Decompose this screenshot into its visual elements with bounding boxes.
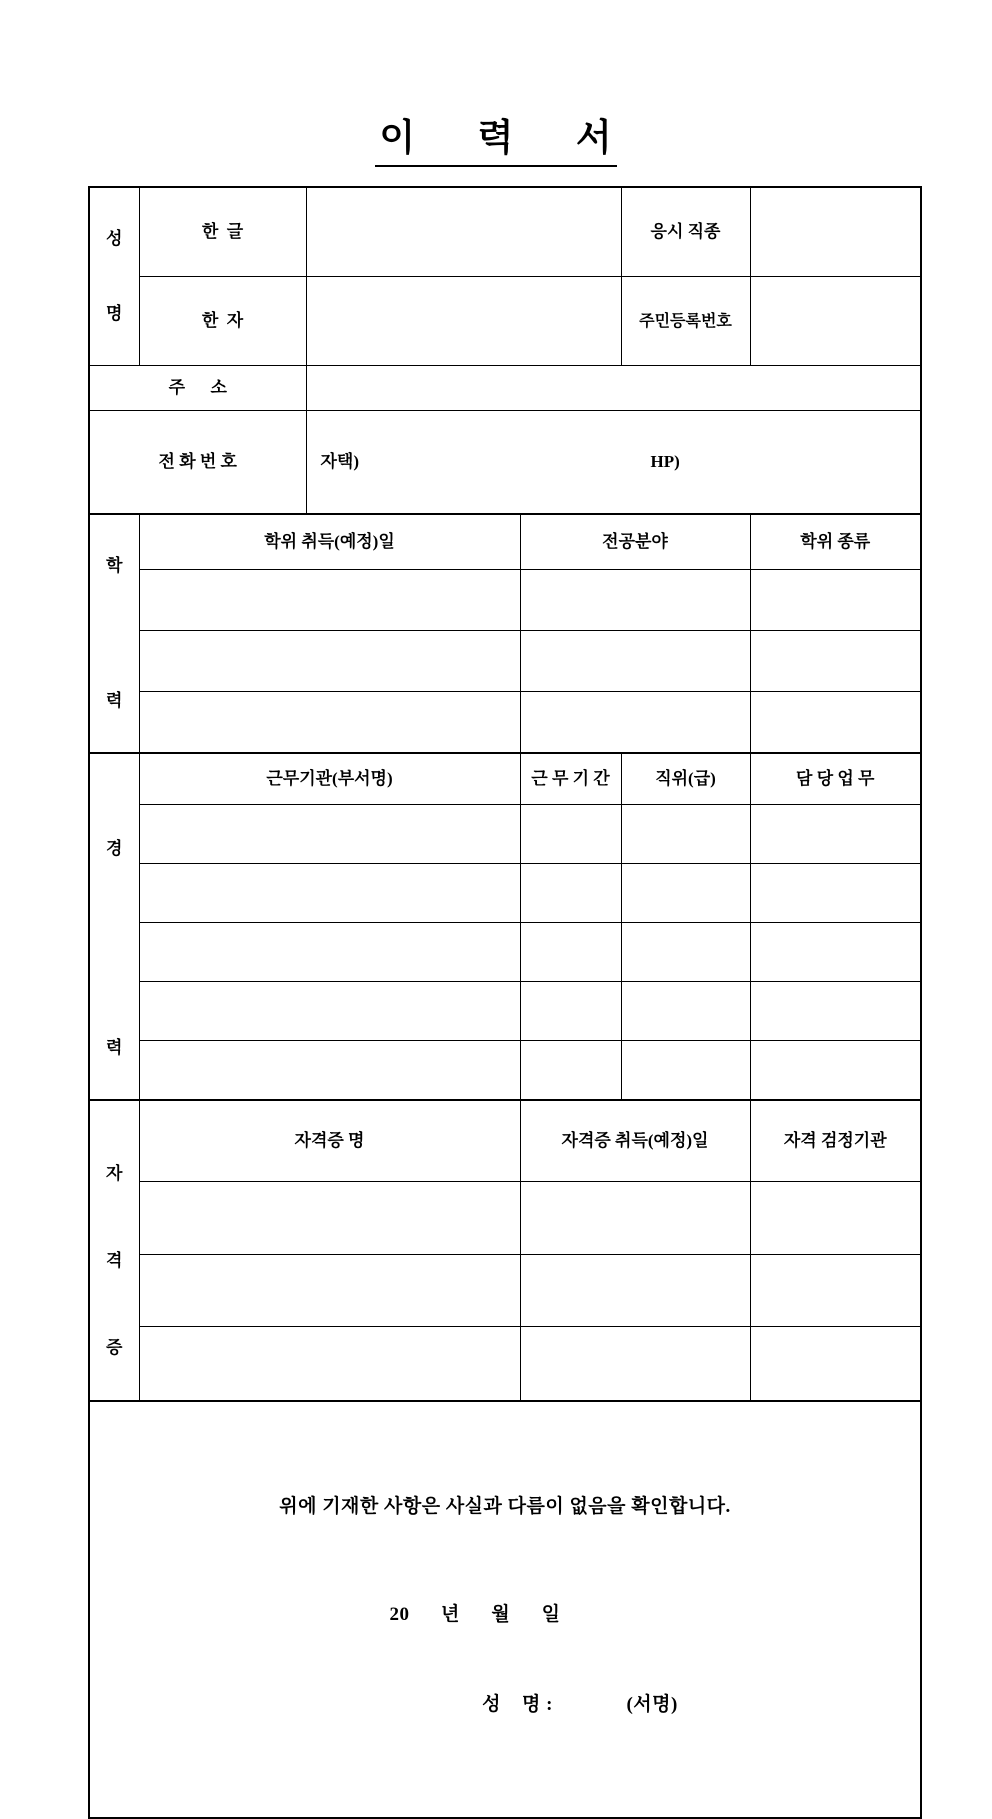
resident-number-label: 주민등록번호 — [621, 277, 750, 366]
career-cell-4-0[interactable] — [139, 1041, 520, 1101]
row-education-header — [89, 514, 921, 569]
career-cell-1-2[interactable] — [621, 863, 750, 922]
table-row — [89, 1041, 921, 1101]
address-label: 주 소 — [89, 366, 306, 411]
document-title-wrap — [0, 118, 992, 167]
table-row — [89, 691, 921, 753]
table-row — [89, 922, 921, 981]
table-row — [89, 1327, 921, 1401]
career-cell-3-3[interactable] — [750, 982, 921, 1041]
education-cell-2-1[interactable] — [520, 691, 750, 753]
page-title: 이 력 서 — [375, 118, 616, 167]
row-career-header — [89, 753, 921, 804]
name-korean-label: 한 글 — [139, 187, 306, 277]
education-cell-1-1[interactable] — [520, 630, 750, 691]
certificate-cell-0-0[interactable] — [139, 1182, 520, 1255]
address-value[interactable] — [306, 366, 921, 411]
career-cell-0-1[interactable] — [520, 804, 621, 863]
certificate-label-char-1: 자 — [106, 1164, 123, 1184]
career-label-char-1: 경 — [106, 838, 123, 858]
name-label-char-2: 명 — [106, 303, 123, 323]
row-declaration — [89, 1401, 921, 1819]
certificate-header-1: 자격증 취득(예정)일 — [520, 1100, 750, 1181]
table-row — [89, 804, 921, 863]
phone-mobile-label: HP) — [650, 451, 680, 471]
career-cell-3-0[interactable] — [139, 982, 520, 1041]
row-name-hanja — [89, 277, 921, 366]
name-korean-value[interactable] — [306, 187, 621, 277]
education-label-char-2: 력 — [106, 691, 123, 711]
name-hanja-value[interactable] — [306, 277, 621, 366]
certificate-header-2: 자격 검정기관 — [750, 1100, 921, 1181]
table-row — [89, 1254, 921, 1327]
name-label — [89, 187, 139, 366]
job-type-value[interactable] — [750, 187, 921, 277]
phone-home-label: 자택) — [320, 451, 360, 471]
row-name-korean — [89, 187, 921, 277]
career-header-1: 근 무 기 간 — [520, 753, 621, 804]
resident-number-value[interactable] — [750, 277, 921, 366]
declaration-date-line[interactable]: 20 년 월 일 — [389, 1603, 561, 1625]
education-cell-0-2[interactable] — [750, 569, 921, 630]
certificate-cell-1-0[interactable] — [139, 1254, 520, 1327]
career-cell-2-1[interactable] — [520, 922, 621, 981]
education-header-1: 전공분야 — [520, 514, 750, 569]
career-cell-0-2[interactable] — [621, 804, 750, 863]
certificate-header-0: 자격증 명 — [139, 1100, 520, 1181]
phone-label: 전 화 번 호 — [89, 411, 306, 514]
career-label-char-2: 력 — [106, 1038, 123, 1058]
education-cell-0-1[interactable] — [520, 569, 750, 630]
career-cell-3-1[interactable] — [520, 982, 621, 1041]
row-certificate-header — [89, 1100, 921, 1181]
table-row — [89, 1182, 921, 1255]
certificate-cell-2-2[interactable] — [750, 1327, 921, 1401]
certificate-label-char-2: 격 — [106, 1251, 123, 1271]
education-label-char-1: 학 — [106, 555, 123, 575]
table-row — [89, 630, 921, 691]
education-cell-2-0[interactable] — [139, 691, 520, 753]
row-phone — [89, 411, 921, 514]
career-section-label — [89, 753, 139, 1100]
declaration-statement: 위에 기재한 사항은 사실과 다름이 없음을 확인합니다. — [279, 1496, 731, 1518]
phone-value-cell[interactable] — [306, 411, 921, 514]
name-hanja-label: 한 자 — [139, 277, 306, 366]
certificate-section-label — [89, 1100, 139, 1400]
career-cell-3-2[interactable] — [621, 982, 750, 1041]
education-header-0: 학위 취득(예정)일 — [139, 514, 520, 569]
career-header-0: 근무기관(부서명) — [139, 753, 520, 804]
career-header-3: 담 당 업 무 — [750, 753, 921, 804]
declaration-block — [89, 1401, 921, 1819]
education-cell-2-2[interactable] — [750, 691, 921, 753]
education-cell-0-0[interactable] — [139, 569, 520, 630]
phone-inner — [321, 452, 921, 472]
career-cell-0-0[interactable] — [139, 804, 520, 863]
certificate-cell-0-2[interactable] — [750, 1182, 921, 1255]
career-cell-2-2[interactable] — [621, 922, 750, 981]
education-header-2: 학위 종류 — [750, 514, 921, 569]
career-cell-1-3[interactable] — [750, 863, 921, 922]
certificate-cell-0-1[interactable] — [520, 1182, 750, 1255]
education-section-label — [89, 514, 139, 753]
career-cell-4-3[interactable] — [750, 1041, 921, 1101]
certificate-cell-1-1[interactable] — [520, 1254, 750, 1327]
career-cell-4-1[interactable] — [520, 1041, 621, 1101]
name-label-char-1: 성 — [106, 228, 123, 248]
education-cell-1-2[interactable] — [750, 630, 921, 691]
table-row — [89, 569, 921, 630]
career-cell-2-3[interactable] — [750, 922, 921, 981]
certificate-label-char-3: 증 — [106, 1338, 123, 1358]
certificate-cell-2-0[interactable] — [139, 1327, 520, 1401]
career-header-2: 직위(급) — [621, 753, 750, 804]
career-cell-1-1[interactable] — [520, 863, 621, 922]
certificate-cell-2-1[interactable] — [520, 1327, 750, 1401]
career-cell-4-2[interactable] — [621, 1041, 750, 1101]
career-cell-2-0[interactable] — [139, 922, 520, 981]
declaration-signature-line[interactable]: 성 명 : (서명) — [482, 1693, 678, 1715]
table-row — [89, 982, 921, 1041]
career-cell-0-3[interactable] — [750, 804, 921, 863]
education-cell-1-0[interactable] — [139, 630, 520, 691]
career-cell-1-0[interactable] — [139, 863, 520, 922]
table-row — [89, 863, 921, 922]
row-address — [89, 366, 921, 411]
job-type-label: 응시 직종 — [621, 187, 750, 277]
certificate-cell-1-2[interactable] — [750, 1254, 921, 1327]
resume-table — [88, 186, 922, 1819]
